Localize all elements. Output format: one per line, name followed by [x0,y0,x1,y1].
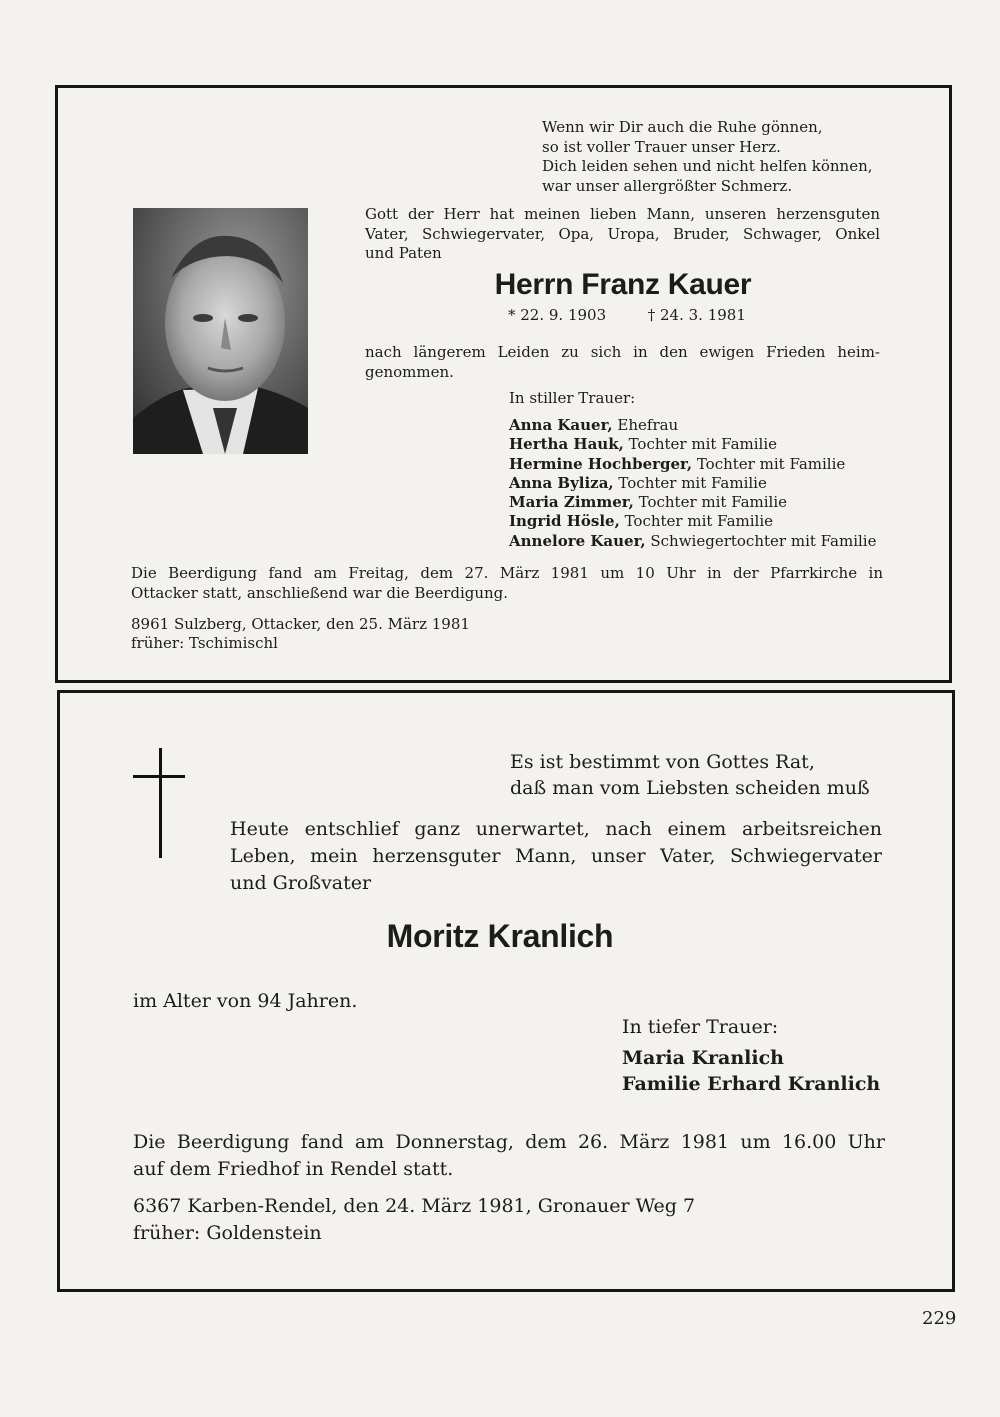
mourner-name: Anna Byliza, [509,473,614,492]
mourning-heading: In tiefer Trauer: [622,1016,779,1038]
after-line: genommen. [365,362,454,381]
mourner-relation: Tochter mit Familie [623,435,777,454]
mourner-name: Hermine Hochberger, [509,454,693,473]
mourner-relation: Schwiegertochter mit Familie [645,531,877,550]
mourner-row [509,532,876,551]
poem-verse [510,749,870,801]
intro-text [230,816,882,897]
mourner-name: Annelore Kauer, [509,531,646,550]
funeral-text [133,1129,885,1183]
mourner-relation: Ehefrau [612,416,679,434]
mourner-name: Anna Kauer, [509,416,613,434]
formerly-location: früher: Tschimischl [131,634,278,652]
mourner-row [509,512,876,531]
funeral-text [131,564,883,603]
cross-icon-horizontal [133,775,185,778]
obituary-franz-kauer [55,85,952,683]
funeral-line: Ottacker statt, anschließend war die Beerdigung. [131,583,509,602]
page-number: 229 [922,1308,957,1329]
mourning-heading: In stiller Trauer: [509,389,636,407]
mourner-relation: Tochter mit Familie [619,512,773,531]
life-dates [508,306,746,324]
mourner-row [509,474,876,493]
funeral-line: auf dem Friedhof in Rendel statt. [133,1158,454,1180]
deceased-name: Herrn Franz Kauer [494,268,752,301]
birth-date: * 22. 9. 1903 [508,306,607,324]
after-text [365,343,880,382]
formerly-location: früher: Goldenstein [133,1222,322,1244]
portrait-photo [133,208,308,454]
death-date: † 24. 3. 1981 [647,306,746,324]
poem-verse [542,118,902,196]
intro-text [365,205,880,264]
intro-line: Heute entschlief ganz unerwartet, nach einem arbeitsreichen [230,818,882,840]
poem-line: so ist voller Trauer unser Herz. [542,137,781,156]
mourners-list [509,416,876,551]
funeral-line: Die Beerdigung fand am Donnerstag, dem 26. März 1981 um 16.00 Uhr [133,1131,885,1153]
intro-line: und Großvater [230,872,372,894]
poem-line: daß man vom Liebsten scheiden muß [510,777,870,799]
place-and-date: 6367 Karben-Rendel, den 24. März 1981, Gronauer Weg 7 [133,1195,696,1217]
intro-line: Leben, mein herzensguter Mann, unser Vater, Schwiegervater [230,845,882,867]
mourner-row [622,1045,880,1071]
mourner-relation: Tochter mit Familie [613,473,767,492]
mourner-row [509,455,876,474]
funeral-line: Die Beerdigung fand am Freitag, dem 27. März 1981 um 10 Uhr in der Pfarrkirche in [131,564,883,582]
poem-line: Dich leiden sehen und nicht helfen können, [542,157,873,175]
mourner-relation: Tochter mit Familie [633,493,788,512]
mourner-row [509,416,876,435]
intro-line: Gott der Herr hat meinen lieben Mann, unseren herzensguten [365,205,880,223]
mourner-name: Maria Zimmer, [509,493,634,512]
mourner-name: Hertha Hauk, [509,435,624,454]
deceased-name: Moritz Kranlich [386,918,614,954]
mourners-list [622,1045,880,1097]
poem-line: Wenn wir Dir auch die Ruhe gönnen, [542,118,823,136]
after-line: nach längerem Leiden zu sich in den ewigen Frieden heim- [365,343,880,361]
mourner-name: Ingrid Hösle, [509,512,620,531]
intro-line: Vater, Schwiegervater, Opa, Uropa, Bruder, Schwager, Onkel [365,224,880,243]
mourner-relation: Tochter mit Familie [692,454,846,473]
age-line: im Alter von 94 Jahren. [133,990,358,1012]
cross-icon-vertical [159,748,162,858]
mourner-row [622,1071,880,1097]
poem-line: Es ist bestimmt von Gottes Rat, [510,751,815,773]
mourner-name: Maria Kranlich [622,1047,784,1069]
intro-line: und Paten [365,244,442,262]
place-and-date: 8961 Sulzberg, Ottacker, den 25. März 1981 [131,615,470,633]
mourner-name: Familie Erhard Kranlich [622,1073,881,1095]
poem-line: war unser allergrößter Schmerz. [542,176,793,195]
mourner-row [509,493,876,512]
mourner-row [509,435,876,454]
obituary-moritz-kranlich [57,690,955,1292]
